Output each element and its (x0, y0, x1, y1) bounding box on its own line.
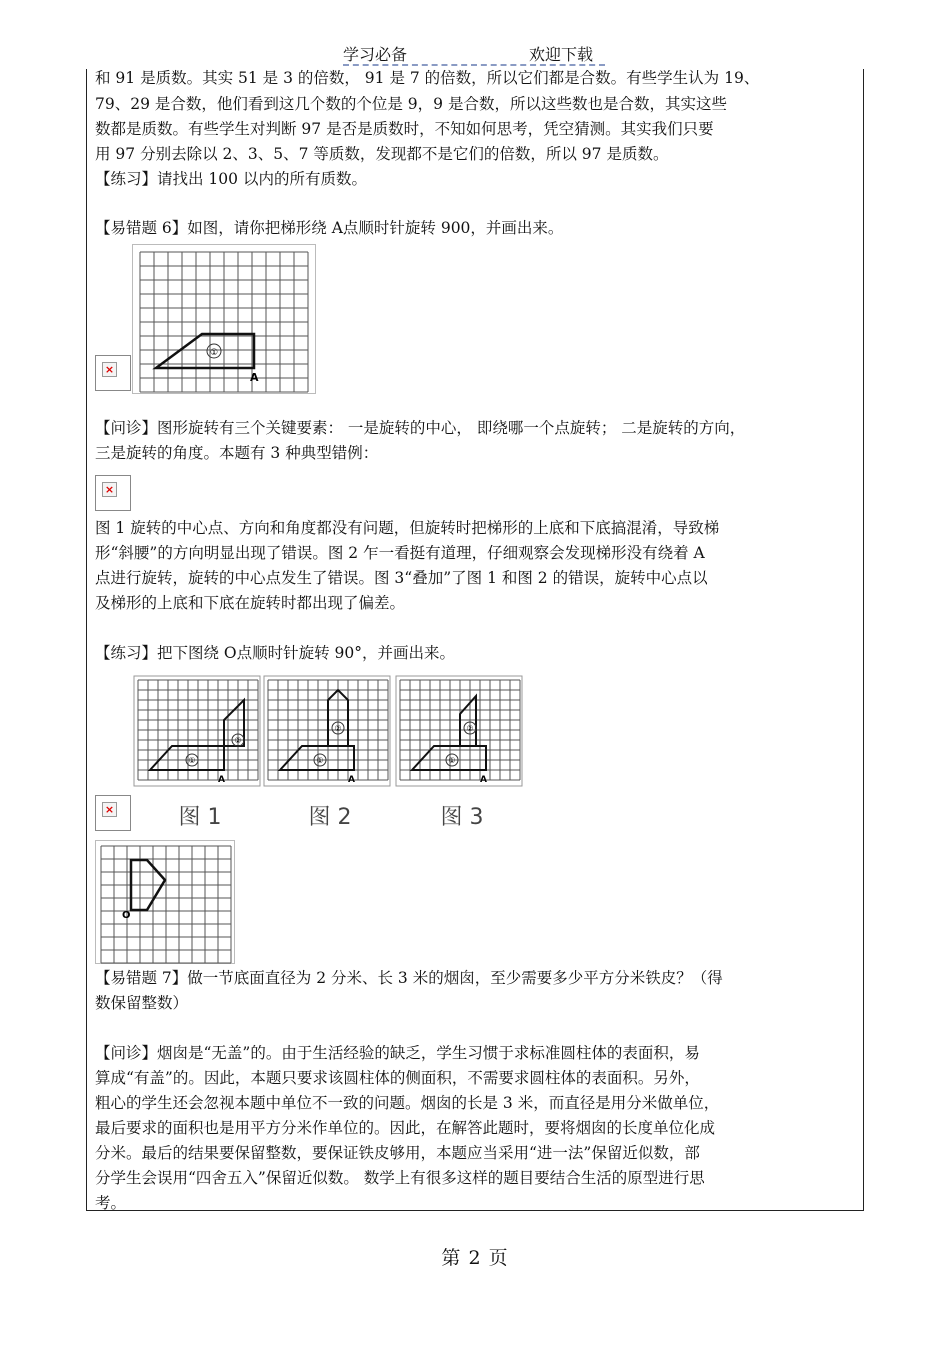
figure-caption: 图 2 (308, 805, 352, 830)
text-line: 和 91 是质数。其实 51 是 3 的倍数， 91 是 7 的倍数，所以它们都是合数。有些学生认为 19、 (95, 69, 760, 87)
diagnosis-line: 三是旋转的角度。本题有 3 种典型错例： (95, 444, 379, 462)
marker-label: ① (448, 756, 456, 765)
diagnosis-line: 点进行旋转，旋转的中心点发生了错误。图 3“叠加”了图 1 和图 2 的错误，旋转中心点以 (95, 569, 708, 587)
error-examples-figure (132, 674, 528, 830)
text-line: 数都是质数。有些学生对判断 97 是否是质数时，不知如何思考，凭空猜测。其实我们只要 (95, 120, 714, 138)
figure-caption: 图 3 (440, 805, 484, 830)
marker-label: ② (466, 724, 474, 733)
marker-label: ① (316, 756, 324, 765)
diagnosis-line: 考。 (95, 1194, 127, 1212)
page-number: 第 2 页 (441, 1247, 509, 1269)
practice-2: 【练习】把下图绕 O点顺时针旋转 90°，并画出来。 (95, 644, 456, 662)
marker-label: ② (334, 724, 342, 733)
header-left-text: 学习必备 (343, 45, 408, 64)
error-question-6: 【易错题 6】如图，请你把梯形绕 A点顺时针旋转 900，并画出来。 (95, 219, 564, 237)
diagnosis-line: 算成“有盖”的。因此，本题只要求该圆柱体的侧面积，不需要求圆柱体的表面积。另外， (95, 1069, 700, 1087)
marker-label: ① (188, 756, 196, 765)
diagnosis-line: 分学生会误用“四舍五入”保留近似数。 数学上有很多这样的题目要结合生活的原型进行思 (95, 1169, 705, 1187)
diagnosis-line: 及梯形的上底和下底在旋转时都出现了偏差。 (95, 594, 406, 612)
point-a-label: A (348, 775, 355, 785)
marker-label: ② (234, 736, 242, 745)
diagnosis-line: 最后要求的面积也是用平方分米作单位的。因此，在解答此题时，要将烟囱的长度单位化成 (95, 1119, 716, 1137)
practice-grid-figure (95, 840, 235, 964)
broken-image-icon: × (95, 355, 131, 391)
diagnosis-line: 形“斜腰”的方向明显出现了错误。图 2 乍一看挺有道理，仔细观察会发现梯形没有绕着 A (95, 544, 705, 562)
page-header (0, 40, 950, 64)
marker-1: ① (209, 348, 219, 358)
trapezoid-grid-figure (132, 244, 316, 394)
text-line: 用 97 分别去除以 2、3、5、7 等质数，发现都不是它们的倍数，所以 97 是质数。 (95, 145, 669, 163)
text-line: 79、29 是合数，他们看到这几个数的个位是 9，9 是合数，所以这些数也是合数，其实这些 (95, 95, 727, 113)
header-right-text: 欢迎下载 (529, 45, 594, 64)
point-o-label: O (122, 910, 131, 921)
broken-image-icon: × (95, 795, 131, 831)
practice-1: 【练习】请找出 100 以内的所有质数。 (95, 170, 367, 188)
point-a-label: A (218, 775, 225, 785)
point-a-label: A (480, 775, 487, 785)
broken-image-icon: × (95, 475, 131, 511)
diagnosis-line: 图 1 旋转的中心点、方向和角度都没有问题，但旋转时把梯形的上底和下底搞混淆，导致梯 (95, 519, 720, 537)
diagnosis-line: 【问诊】图形旋转有三个关键要素： 一是旋转的中心， 即绕哪一个点旋转； 二是旋转的方向， (95, 419, 746, 437)
point-a-label: A (250, 371, 259, 384)
diagnosis-line: 分米。最后的结果要保留整数，要保证铁皮够用，本题应当采用“进一法”保留近似数，部 (95, 1144, 700, 1162)
diagnosis-line: 【问诊】烟囱是“无盖”的。由于生活经验的缺乏，学生习惯于求标准圆柱体的表面积，易 (95, 1044, 700, 1062)
diagnosis-line: 粗心的学生还会忽视本题中单位不一致的问题。烟囱的长是 3 米，而直径是用分米做单位， (95, 1094, 720, 1112)
error-question-7: 【易错题 7】做一节底面直径为 2 分米、长 3 米的烟囱，至少需要多少平方分米铁皮？（得 (95, 969, 723, 987)
figure-caption: 图 1 (178, 805, 222, 830)
error-question-7-cont: 数保留整数） (95, 994, 189, 1012)
